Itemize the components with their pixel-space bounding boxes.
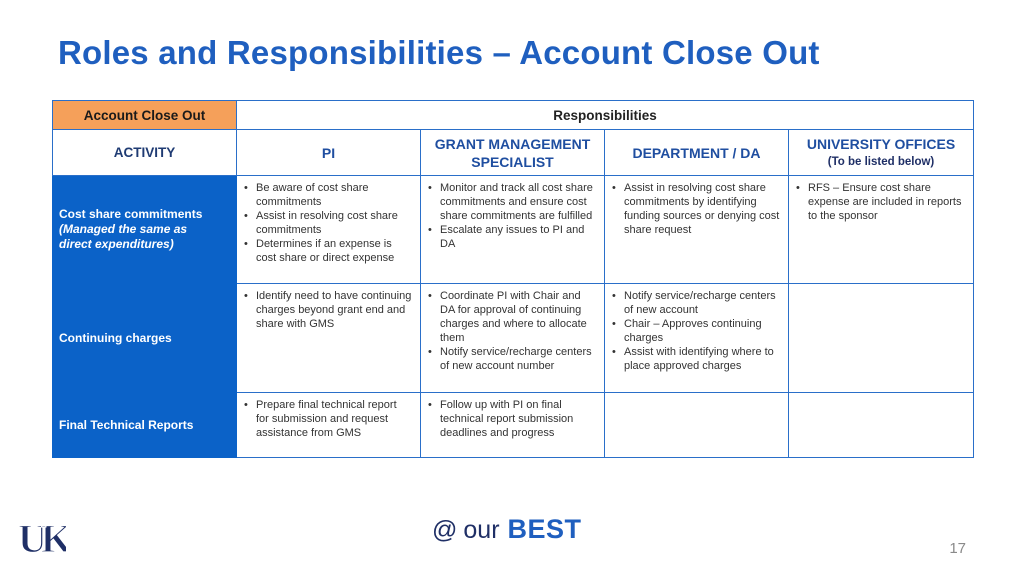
bullet-text: Notify service/recharge centers of new account — [624, 290, 776, 316]
bullet-text: RFS – Ensure cost share expense are included in reports to the sponsor — [808, 182, 962, 222]
bullet-marker: • — [612, 346, 616, 358]
pi-column-header: PI — [237, 130, 421, 176]
dept-cell — [605, 284, 789, 393]
page-title: Roles and Responsibilities – Account Close Out — [58, 34, 820, 71]
bullet-item — [609, 345, 780, 373]
univ-header-title: UNIVERSITY OFFICES — [806, 135, 956, 152]
bullet-item — [241, 209, 412, 237]
gms-header-line1: GRANT MANAGEMENT — [434, 135, 591, 152]
activity-cell — [53, 284, 237, 393]
gms-cell — [421, 393, 605, 458]
tagline-best: BEST — [507, 514, 582, 544]
gms-cell — [421, 176, 605, 284]
bullet-item — [425, 345, 596, 373]
bullet-item — [241, 289, 412, 331]
bullet-text: Be aware of cost share commitments — [256, 182, 369, 208]
bullet-item — [609, 317, 780, 345]
bullet-item — [241, 237, 412, 265]
bullet-text: Chair – Approves continuing charges — [624, 318, 762, 344]
bullet-text: Identify need to have continuing charges beyond grant end and share with GMS — [256, 290, 412, 330]
dept-cell — [605, 393, 789, 458]
responsibilities-header: Responsibilities — [237, 101, 974, 130]
activity-title: Final Technical Reports — [59, 417, 194, 432]
bullet-item — [241, 181, 412, 209]
logo-letters: UK — [18, 516, 66, 557]
bullet-marker: • — [244, 182, 248, 194]
bullet-text: Follow up with PI on final technical report submission deadlines and progress — [440, 399, 574, 439]
gms-header-line2: SPECIALIST — [471, 153, 554, 170]
bullet-marker: • — [428, 224, 432, 236]
tagline-our: our — [463, 516, 500, 544]
dept-column-header: DEPARTMENT / DA — [605, 130, 789, 176]
header-row-2 — [53, 130, 974, 176]
activity-note: (Managed the same as — [59, 222, 188, 236]
bullet-marker: • — [244, 210, 248, 222]
pi-cell — [237, 393, 421, 458]
bullet-text: Notify service/recharge centers of new account number — [440, 346, 592, 372]
bullet-marker: • — [244, 290, 248, 302]
table-row — [53, 284, 974, 393]
responsibilities-table — [52, 100, 974, 458]
univ-header-subtitle: (To be listed below) — [827, 155, 935, 168]
bullet-text: Escalate any issues to PI and DA — [440, 224, 585, 250]
header-row-1 — [53, 101, 974, 130]
bullet-marker: • — [428, 346, 432, 358]
table-row — [53, 393, 974, 458]
bullet-item — [609, 181, 780, 237]
univ-column-header — [789, 130, 974, 176]
bullet-item — [425, 289, 596, 345]
bullet-text: Assist in resolving cost share commitments — [256, 210, 398, 236]
dept-cell — [605, 176, 789, 284]
bullet-marker: • — [428, 399, 432, 411]
table-row — [53, 176, 974, 284]
univ-cell — [789, 284, 974, 393]
activity-column-header: ACTIVITY — [53, 130, 237, 176]
bullet-text: Prepare final technical report for submission and request assistance from GMS — [256, 399, 397, 439]
bullet-item — [425, 181, 596, 223]
pi-cell — [237, 176, 421, 284]
activity-cell — [53, 176, 237, 284]
bullet-text: Monitor and track all cost share commitments and ensure cost share commitments are fulfilled — [440, 182, 593, 222]
bullet-marker: • — [428, 182, 432, 194]
bullet-marker: • — [612, 182, 616, 194]
gms-column-header — [421, 130, 605, 176]
bullet-item — [425, 223, 596, 251]
activity-title: Continuing charges — [59, 330, 172, 345]
activity-cell — [53, 393, 237, 458]
univ-cell — [789, 393, 974, 458]
gms-cell — [421, 284, 605, 393]
activity-note: direct expenditures) — [59, 237, 174, 251]
bullet-item — [793, 181, 965, 223]
bullet-marker: • — [612, 318, 616, 330]
corner-header: Account Close Out — [53, 101, 237, 130]
bullet-text: Assist in resolving cost share commitments by identifying funding sources or denying cost share request — [624, 182, 780, 236]
bullet-marker: • — [244, 399, 248, 411]
tagline-at: @ — [432, 516, 458, 544]
footer-tagline — [432, 514, 582, 545]
page-number: 17 — [949, 540, 966, 557]
activity-title: Cost share commitments — [59, 207, 203, 221]
bullet-marker: • — [612, 290, 616, 302]
bullet-item — [241, 398, 412, 440]
bullet-text: Coordinate PI with Chair and DA for approval of continuing charges and where to allocate them — [440, 290, 587, 344]
pi-cell — [237, 284, 421, 393]
bullet-marker: • — [796, 182, 800, 194]
bullet-marker: • — [428, 290, 432, 302]
bullet-item — [609, 289, 780, 317]
uk-logo — [18, 515, 66, 557]
bullet-marker: • — [244, 238, 248, 250]
univ-cell — [789, 176, 974, 284]
bullet-text: Determines if an expense is cost share or direct expense — [256, 238, 395, 264]
bullet-text: Assist with identifying where to place approved charges — [624, 346, 774, 372]
bullet-item — [425, 398, 596, 440]
